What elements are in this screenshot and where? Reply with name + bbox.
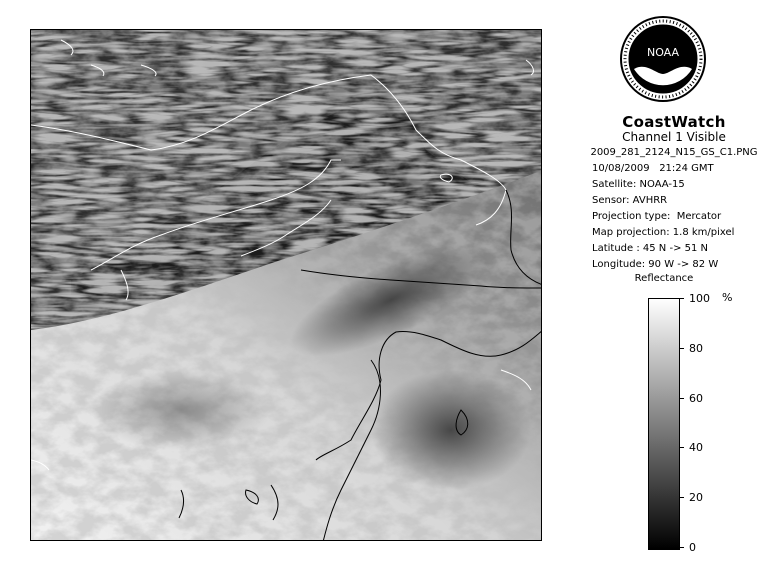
date-time-line bbox=[592, 163, 714, 174]
legend-tick-mark bbox=[679, 298, 684, 299]
legend-tick-label: 20 bbox=[689, 491, 703, 504]
legend-tick-label: 40 bbox=[689, 441, 703, 454]
satellite-label: Satellite: bbox=[592, 179, 637, 190]
longitude-value: 90 W -> 82 W bbox=[648, 259, 719, 270]
map-projection-value: 1.8 km/pixel bbox=[672, 227, 735, 238]
sensor-line bbox=[592, 195, 667, 206]
noaa-logo-icon bbox=[618, 14, 708, 104]
latitude-value: 45 N -> 51 N bbox=[642, 243, 709, 254]
legend-title: Reflectance bbox=[634, 273, 694, 284]
legend-tick-label: 80 bbox=[689, 342, 703, 355]
projection-type-value: Mercator bbox=[676, 211, 722, 222]
noaa-logo-text: NOAA bbox=[646, 46, 680, 59]
satellite-line bbox=[592, 179, 685, 190]
longitude-line bbox=[592, 259, 718, 270]
sensor-value: AVHRR bbox=[632, 195, 668, 206]
date-value: 10/08/2009 bbox=[592, 163, 650, 174]
projection-type-label: Projection type: bbox=[592, 211, 671, 222]
product-title: CoastWatch bbox=[622, 113, 726, 131]
legend-tick-label: 60 bbox=[689, 392, 703, 405]
time-value: 21:24 GMT bbox=[659, 163, 714, 174]
legend-tick-mark bbox=[679, 497, 684, 498]
map-projection-line bbox=[592, 227, 734, 238]
legend-tick-mark bbox=[679, 447, 684, 448]
sensor-label: Sensor: bbox=[592, 195, 630, 206]
satellite-value: NOAA-15 bbox=[639, 179, 685, 190]
projection-type-line bbox=[592, 211, 721, 222]
map-projection-label: Map projection: bbox=[592, 227, 670, 238]
satellite-image bbox=[30, 29, 542, 541]
legend-tick-mark bbox=[679, 348, 684, 349]
channel-label: Channel 1 Visible bbox=[622, 130, 726, 144]
legend-tick-label: 0 bbox=[689, 541, 696, 554]
latitude-line bbox=[592, 243, 708, 254]
latitude-label: Latitude : bbox=[592, 243, 640, 254]
legend-tick-mark bbox=[679, 547, 684, 548]
legend-tick-label: 100 bbox=[689, 292, 710, 305]
longitude-label: Longitude: bbox=[592, 259, 646, 270]
reflectance-colorbar bbox=[648, 298, 680, 550]
legend-tick-mark bbox=[679, 398, 684, 399]
file-name: 2009_281_2124_N15_GS_C1.PNG bbox=[590, 147, 758, 158]
legend-unit: % bbox=[722, 291, 733, 304]
